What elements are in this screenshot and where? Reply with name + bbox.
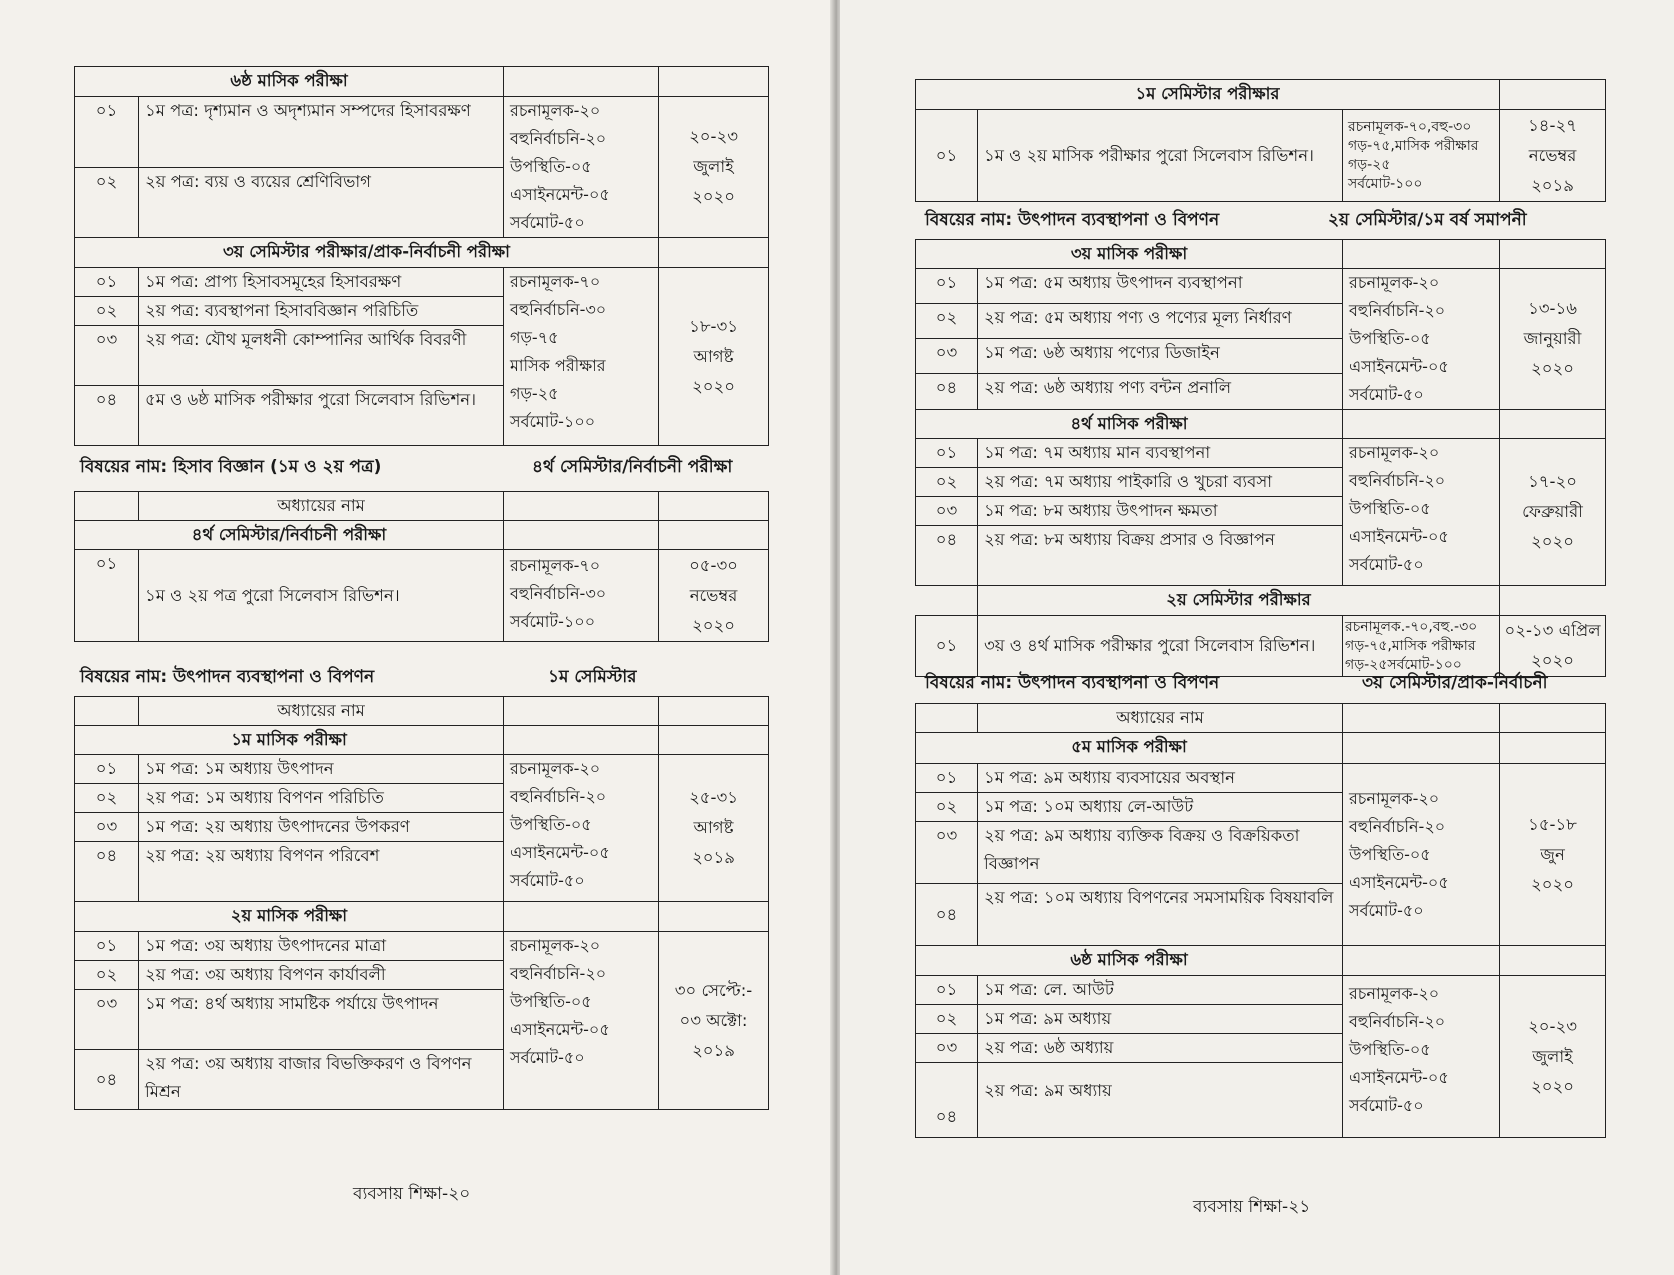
topic-cell: ২য় পত্র: ৯ম অধ্যায় ব্যক্তিক বিক্রয় ও বিক্রয়িকতা বিজ্ঞাপন	[978, 822, 1343, 884]
serial-number: ০২	[75, 297, 139, 326]
serial-number: ০৩	[75, 990, 139, 1050]
serial-number: ০২	[75, 961, 139, 990]
serial-number: ০১	[916, 764, 978, 793]
section-header: ৩য় সেমিস্টার পরীক্ষার/প্রাক-নির্বাচনী পরীক্ষা	[75, 238, 659, 268]
serial-number: ০১	[75, 268, 139, 297]
serial-number: ০২	[916, 303, 978, 338]
subject-title: বিষয়ের নাম: উৎপাদন ব্যবস্থাপনা ও বিপণন	[925, 673, 1220, 693]
topic-cell: ১ম পত্র: ৩য় অধ্যায় উৎপাদনের মাত্রা	[139, 932, 504, 961]
topic-cell: ২য় পত্র: ব্যবস্থাপনা হিসাববিজ্ঞান পরিচিতি	[139, 297, 504, 326]
serial-number: ০২	[916, 1005, 978, 1034]
topic-cell: ২য় পত্র: ৫ম অধ্যায় পণ্য ও পণ্যের মূল্য নির্ধারণ	[978, 303, 1343, 338]
exam-title: ২য় সেমিস্টার/১ম বর্ষ সমাপনী	[1328, 210, 1527, 230]
exam-table-6	[915, 703, 1606, 1138]
exam-title: ৪র্থ সেমিস্টার/নির্বাচনী পরীক্ষা	[532, 457, 733, 477]
column-header: অধ্যায়ের নাম	[978, 704, 1343, 733]
date-cell: ০৫-৩০ নভেম্বর ২০২০	[659, 550, 769, 642]
date-cell: ১৮-৩১ আগষ্ট ২০২০	[659, 268, 769, 446]
serial-number: ০৪	[916, 884, 978, 946]
topic-cell: ১ম ও ২য় মাসিক পরীক্ষার পুরো সিলেবাস রিভিশন।	[978, 110, 1343, 202]
exam-table-2	[74, 491, 769, 642]
topic-cell: ১ম ও ২য় পত্র পুরো সিলেবাস রিভিশন।	[139, 550, 504, 642]
section-header: ৪র্থ সেমিস্টার/নির্বাচনী পরীক্ষা	[75, 521, 504, 550]
topic-cell: ২য় পত্র: ৩য় অধ্যায় বিপণন কার্যাবলী	[139, 961, 504, 990]
section-header: ২য় সেমিস্টার পরীক্ষার	[978, 586, 1500, 616]
date-cell: ৩০ সেপ্টে:- ০৩ অক্টো: ২০১৯	[659, 932, 769, 1110]
date-cell: ১৫-১৮ জুন ২০২০	[1500, 764, 1606, 946]
serial-number: ০৪	[75, 1050, 139, 1110]
serial-number: ০১	[75, 755, 139, 784]
marks-cell: রচনামূলক.-৭০,বহু.-৩০ গড়-৭৫,মাসিক পরীক্ষার গড়-২৫সর্বমোট-১০০	[1343, 616, 1500, 677]
serial-number: ০৪	[916, 526, 978, 586]
column-header: অধ্যায়ের নাম	[139, 697, 504, 726]
topic-cell: ১ম পত্র: ৯ম অধ্যায়	[978, 1005, 1343, 1034]
serial-number: ০৩	[75, 326, 139, 386]
topic-cell: ২য় পত্র: ৬ষ্ঠ অধ্যায়	[978, 1034, 1343, 1063]
serial-number: ০৪	[916, 373, 978, 409]
marks-cell: রচনামূলক-২০ বহুনির্বাচনি-২০ উপস্থিতি-০৫ এসাইনমেন্ট-০৫ সর্বমোট-৫০	[1343, 976, 1500, 1138]
serial-number: ০১	[916, 439, 978, 468]
marks-cell: রচনামূলক-২০ বহুনির্বাচনি-২০ উপস্থিতি-০৫ এসাইনমেন্ট-০৫ সর্বমোট-৫০	[1343, 269, 1500, 410]
page-footer: ব্যবসায় শিক্ষা-২১	[1193, 1197, 1311, 1217]
topic-cell: ২য় পত্র: ৭ম অধ্যায় পাইকারি ও খুচরা ব্যবসা	[978, 468, 1343, 497]
marks-cell: রচনামূলক-২০ বহুনির্বাচনি-২০ উপস্থিতি-০৫ এসাইনমেন্ট-০৫ সর্বমোট-৫০	[1343, 439, 1500, 586]
exam-table-4	[915, 79, 1606, 202]
topic-cell: ৩য় ও ৪র্থ মাসিক পরীক্ষার পুরো সিলেবাস রিভিশন।	[978, 616, 1343, 677]
serial-number: ০৩	[916, 497, 978, 526]
section-header: ৫ম মাসিক পরীক্ষা	[916, 733, 1343, 764]
serial-number: ০১	[75, 97, 139, 168]
serial-number: ০২	[75, 167, 139, 238]
topic-cell: ১ম পত্র: ৯ম অধ্যায় ব্যবসায়ের অবস্থান	[978, 764, 1343, 793]
topic-cell: ১ম পত্র: ৬ষ্ঠ অধ্যায় পণ্যের ডিজাইন	[978, 338, 1343, 373]
exam-title: ৩য় সেমিস্টার/প্রাক-নির্বাচনী	[1362, 673, 1548, 693]
serial-number: ০৩	[916, 822, 978, 884]
topic-cell: ২য় পত্র: ২য় অধ্যায় বিপণন পরিবেশ	[139, 842, 504, 902]
section-header: ২য় মাসিক পরীক্ষা	[75, 902, 504, 932]
subject-title: বিষয়ের নাম: উৎপাদন ব্যবস্থাপনা ও বিপণন	[80, 667, 375, 687]
subject-title: বিষয়ের নাম: হিসাব বিজ্ঞান (১ম ও ২য় পত্র)	[80, 457, 382, 477]
section-header: ৬ষ্ঠ মাসিক পরীক্ষা	[916, 946, 1343, 976]
topic-cell: ১ম পত্র: ৭ম অধ্যায় মান ব্যবস্থাপনা	[978, 439, 1343, 468]
exam-title: ১ম সেমিস্টার	[548, 667, 637, 687]
serial-number: ০২	[75, 784, 139, 813]
topic-cell: ১ম পত্র: ১০ম অধ্যায় লে-আউট	[978, 793, 1343, 822]
date-cell: ২৫-৩১ আগষ্ট ২০১৯	[659, 755, 769, 902]
section-header: ১ম সেমিস্টার পরীক্ষার	[916, 80, 1500, 110]
serial-number: ০৪	[75, 386, 139, 446]
topic-cell: ২য় পত্র: ব্যয় ও ব্যয়ের শ্রেণিবিভাগ	[139, 167, 504, 238]
serial-number: ০১	[916, 269, 978, 304]
marks-cell: রচনামূলক-৭০ বহুনির্বাচনি-৩০ গড়-৭৫ মাসিক পরীক্ষার গড়-২৫ সর্বমোট-১০০	[504, 268, 659, 446]
section-header: ১ম মাসিক পরীক্ষা	[75, 726, 504, 755]
topic-cell: ২য় পত্র: ৩য় অধ্যায় বাজার বিভক্তিকরণ ও বিপণন মিশ্রন	[139, 1050, 504, 1110]
date-cell: ১৪-২৭ নভেম্বর ২০১৯	[1500, 110, 1606, 202]
exam-table-5	[915, 239, 1606, 677]
serial-number: ০৩	[916, 1034, 978, 1063]
marks-cell: রচনামূলক-৭০,বহু-৩০ গড়-৭৫,মাসিক পরীক্ষার গড়-২৫ সর্বমোট-১০০	[1343, 110, 1500, 202]
exam-table-3	[74, 696, 769, 1110]
serial-number: ০১	[916, 976, 978, 1005]
serial-number: ০৩	[916, 338, 978, 373]
date-cell: ১৭-২০ ফেব্রুয়ারী ২০২০	[1500, 439, 1606, 586]
date-cell: ২০-২৩ জুলাই ২০২০	[659, 97, 769, 238]
serial-number: ০২	[916, 793, 978, 822]
topic-cell: ২য় পত্র: ৯ম অধ্যায়	[978, 1063, 1343, 1138]
serial-number: ০৩	[75, 813, 139, 842]
section-header: ৬ষ্ঠ মাসিক পরীক্ষা	[75, 67, 504, 97]
topic-cell: ১ম পত্র: ৮ম অধ্যায় উৎপাদন ক্ষমতা	[978, 497, 1343, 526]
subject-title: বিষয়ের নাম: উৎপাদন ব্যবস্থাপনা ও বিপণন	[925, 210, 1220, 230]
topic-cell: ১ম পত্র: ১ম অধ্যায় উৎপাদন	[139, 755, 504, 784]
topic-cell: ২য় পত্র: ৬ষ্ঠ অধ্যায় পণ্য বন্টন প্রনালি	[978, 373, 1343, 409]
page-footer: ব্যবসায় শিক্ষা-২০	[353, 1184, 471, 1204]
topic-cell: ২য় পত্র: ৮ম অধ্যায় বিক্রয় প্রসার ও বিজ্ঞাপন	[978, 526, 1343, 586]
section-header: ৩য় মাসিক পরীক্ষা	[916, 240, 1343, 269]
serial-number: ০১	[916, 110, 978, 202]
right-page	[840, 0, 1674, 1275]
topic-cell: ১ম পত্র: প্রাপ্য হিসাবসমূহের হিসাবরক্ষণ	[139, 268, 504, 297]
topic-cell: ১ম পত্র: লে. আউট	[978, 976, 1343, 1005]
topic-cell: ১ম পত্র: দৃশ্যমান ও অদৃশ্যমান সম্পদের হিসাবরক্ষণ	[139, 97, 504, 168]
exam-table-1	[74, 66, 769, 446]
serial-number: ০১	[75, 550, 139, 642]
marks-cell: রচনামূলক-৭০ বহুনির্বাচনি-৩০ সর্বমোট-১০০	[504, 550, 659, 642]
topic-cell: ২য় পত্র: যৌথ মূলধনী কোম্পানির আর্থিক বিবরণী	[139, 326, 504, 386]
topic-cell: ২য় পত্র: ১০ম অধ্যায় বিপণনের সমসাময়িক বিষয়াবলি	[978, 884, 1343, 946]
marks-cell: রচনামূলক-২০ বহুনির্বাচনি-২০ উপস্থিতি-০৫ এসাইনমেন্ট-০৫ সর্বমোট-৫০	[504, 97, 659, 238]
marks-cell: রচনামূলক-২০ বহুনির্বাচনি-২০ উপস্থিতি-০৫ এসাইনমেন্ট-০৫ সর্বমোট-৫০	[504, 755, 659, 902]
serial-number: ০৪	[916, 1063, 978, 1138]
serial-number: ০৪	[75, 842, 139, 902]
topic-cell: ৫ম ও ৬ষ্ঠ মাসিক পরীক্ষার পুরো সিলেবাস রিভিশন।	[139, 386, 504, 446]
section-header: ৪র্থ মাসিক পরীক্ষা	[916, 410, 1343, 439]
topic-cell: ২য় পত্র: ১ম অধ্যায় বিপণন পরিচিতি	[139, 784, 504, 813]
topic-cell: ১ম পত্র: ৪র্থ অধ্যায় সামষ্টিক পর্যায়ে উৎপাদন	[139, 990, 504, 1050]
topic-cell: ১ম পত্র: ৫ম অধ্যায় উৎপাদন ব্যবস্থাপনা	[978, 269, 1343, 304]
column-header: অধ্যায়ের নাম	[139, 492, 504, 521]
topic-cell: ১ম পত্র: ২য় অধ্যায় উৎপাদনের উপকরণ	[139, 813, 504, 842]
date-cell: ১৩-১৬ জানুয়ারী ২০২০	[1500, 269, 1606, 410]
date-cell: ২০-২৩ জুলাই ২০২০	[1500, 976, 1606, 1138]
left-page	[0, 0, 834, 1275]
marks-cell: রচনামূলক-২০ বহুনির্বাচনি-২০ উপস্থিতি-০৫ এসাইনমেন্ট-০৫ সর্বমোট-৫০	[1343, 764, 1500, 946]
date-cell: ০২-১৩ এপ্রিল ২০২০	[1500, 616, 1606, 677]
serial-number: ০১	[916, 616, 978, 677]
marks-cell: রচনামূলক-২০ বহুনির্বাচনি-২০ উপস্থিতি-০৫ এসাইনমেন্ট-০৫ সর্বমোট-৫০	[504, 932, 659, 1110]
serial-number: ০২	[916, 468, 978, 497]
serial-number: ০১	[75, 932, 139, 961]
